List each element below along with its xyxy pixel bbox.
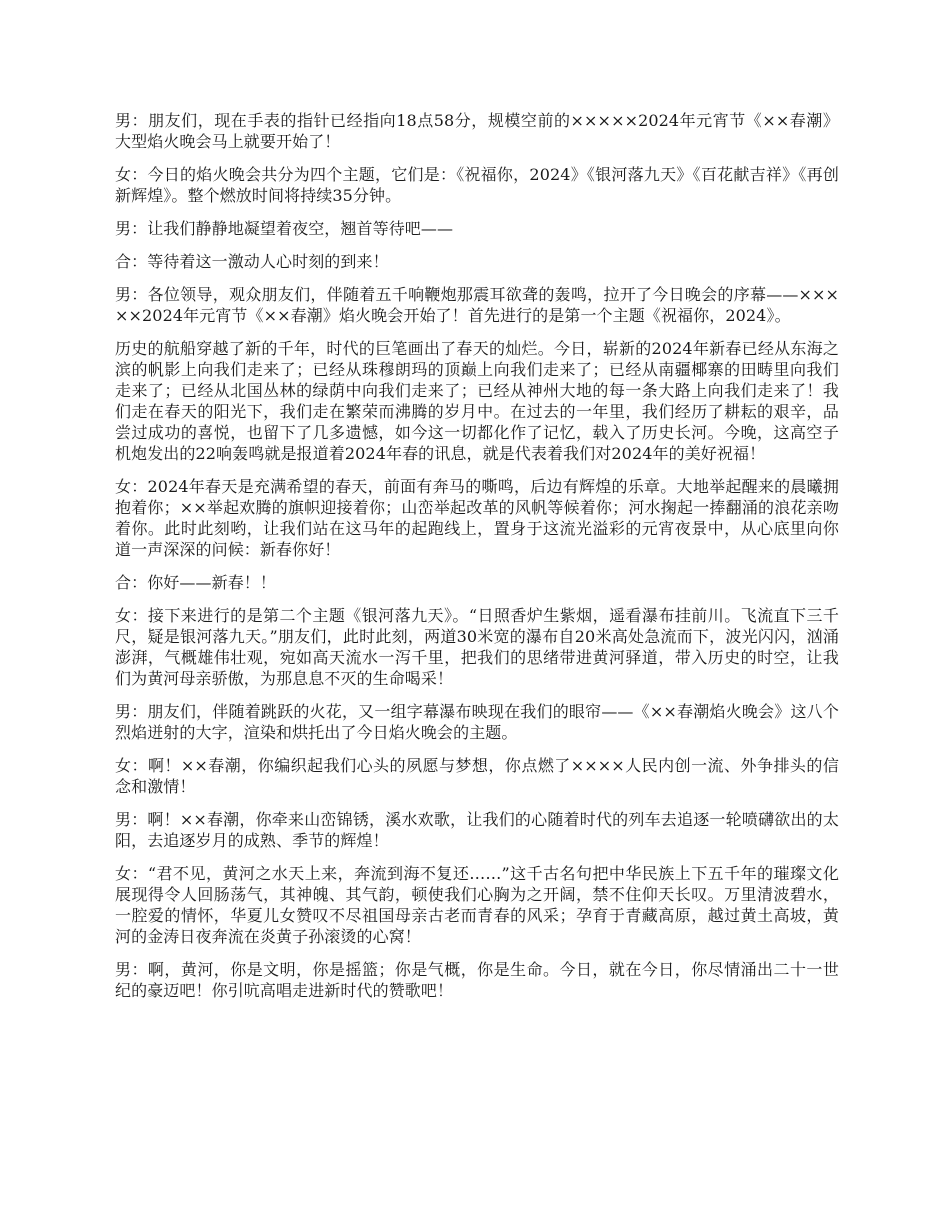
paragraph-2: 女：今日的焰火晚会共分为四个主题，它们是：《祝福你，2024》《银河落九天》《百花献吉祥》《再创新辉煌》。整个燃放时间将持续35分钟。: [115, 165, 839, 205]
document-page: [115, 110, 839, 1013]
paragraph-8: 合：你好——新春！！: [115, 573, 277, 592]
paragraph-11: 女：啊！××春潮，你编织起我们心头的夙愿与梦想，你点燃了××××人民内创一流、外争排头的信念和激情！: [115, 756, 839, 796]
paragraph-10: 男：朋友们，伴随着跳跃的火花，又一组字幕瀑布映现在我们的眼帘——《××春潮焰火晚会》这八个烈焰迸射的大字，渲染和烘托出了今日焰火晚会的主题。: [115, 702, 839, 742]
paragraph-1: 男：朋友们，现在手表的指针已经指向18点58分，规模空前的×××××2024年元宵节《××春潮》大型焰火晚会马上就要开始了！: [115, 111, 839, 151]
paragraph-13: 女：“君不见，黄河之水天上来，奔流到海不复还……”这千古名句把中华民族上下五千年的璀璨文化展现得令人回肠荡气，其神魄、其气韵，顿使我们心胸为之开阔，禁不住仰天长叹。万里清波碧水，一腔爱的情怀，华夏儿女赞叹不尽祖国母亲古老而青春的风采；孕育于青藏高原，越过黄土高坡，黄河的金涛日夜奔流在炎黄子孙滚烫的心窝！: [115, 864, 839, 946]
paragraph-9: 女：接下来进行的是第二个主题《银河落九天》。“日照香炉生紫烟，遥看瀑布挂前川。飞流直下三千尺，疑是银河落九天。”朋友们，此时此刻，两道30米宽的瀑布自20米高处急流而下，波光闪闪，汹涌澎湃，气概雄伟壮观，宛如高天流水一泻千里，把我们的思绪带进黄河驿道，带入历史的时空，让我们为黄河母亲骄傲，为那息息不灭的生命喝采！: [115, 606, 839, 688]
paragraph-7: 女：2024年春天是充满希望的春天，前面有奔马的嘶鸣，后边有辉煌的乐章。大地举起醒来的晨曦拥抱着你；××举起欢腾的旗帜迎接着你；山峦举起改革的风帆等候着你；河水掬起一捧翻涌的浪花亲吻着你。此时此刻哟，让我们站在这马年的起跑线上，置身于这流光溢彩的元宵夜景中，从心底里向你道一声深深的问候：新春你好！: [115, 477, 839, 559]
paragraph-6: 历史的航船穿越了新的千年，时代的巨笔画出了春天的灿烂。今日，崭新的2024年新春已经从东海之滨的帆影上向我们走来了；已经从珠穆朗玛的顶巅上向我们走来了；已经从南疆椰寨的田畴里向我们走来了；已经从北国丛林的绿荫中向我们走来了；已经从神州大地的每一条大路上向我们走来了！我们走在春天的阳光下，我们走在繁荣而沸腾的岁月中。在过去的一年里，我们经历了耕耘的艰辛，品尝过成功的喜悦，也留下了几多遗憾，如今这一切都化作了记忆，载入了历史长河。今晚，这高空子机炮发出的22响轰鸣就是报道着2024年春的讯息，就是代表着我们对2024年的美好祝福！: [115, 339, 839, 463]
paragraph-4: 合：等待着这一激动人心时刻的到来！: [115, 252, 389, 271]
paragraph-3: 男：让我们静静地凝望着夜空，翘首等待吧——: [115, 219, 454, 238]
paragraph-5: 男：各位领导，观众朋友们，伴随着五千响鞭炮那震耳欲聋的轰鸣，拉开了今日晚会的序幕——×××××2024年元宵节《××春潮》焰火晚会开始了！首先进行的是第一个主题《祝福你，2024》。: [115, 285, 839, 325]
paragraph-12: 男：啊！××春潮，你牵来山峦锦锈，溪水欢歌，让我们的心随着时代的列车去追逐一轮喷礴欲出的太阳，去追逐岁月的成熟、季节的辉煌！: [115, 810, 839, 850]
paragraph-14: 男：啊，黄河，你是文明，你是摇篮；你是气概，你是生命。今日，就在今日，你尽情涌出二十一世纪的豪迈吧！你引吭高唱走进新时代的赞歌吧！: [115, 960, 839, 1000]
